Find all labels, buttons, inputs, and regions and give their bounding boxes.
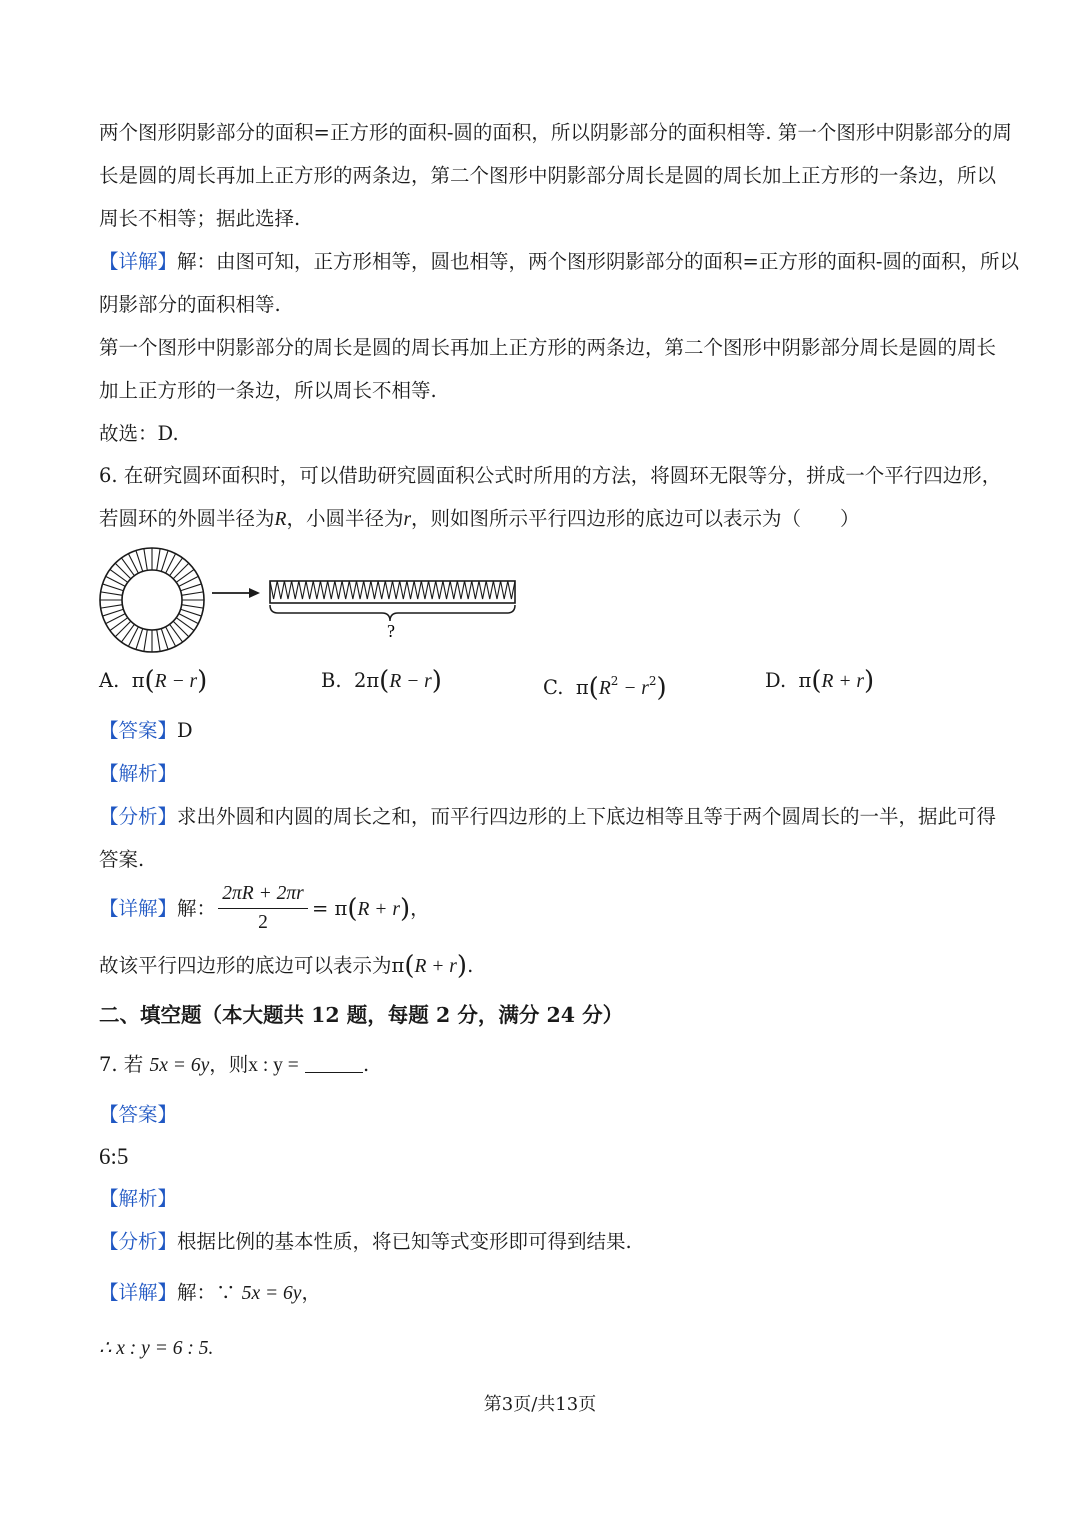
fraction-rhs: = π(R + r)， — [312, 894, 430, 924]
option-a: A. π(R − r) — [99, 666, 208, 696]
analysis-line: 【分析】求出外圆和内圆的周长之和，而平行四边形的上下底边相等且等于两个圆周长的一半，据此可得 — [99, 805, 997, 828]
answer-value: 6:5 — [99, 1144, 129, 1169]
text-line: 加上正方形的一条边，所以周长不相等. — [99, 379, 437, 402]
section-title: 二、填空题（本大题共 12 题，每题 2 分，满分 24 分） — [99, 1003, 624, 1027]
text-line: 阴影部分的面积相等. — [99, 293, 281, 316]
text-line: 长是圆的周长再加上正方形的两条边，第二个图形中阴影部分周长是圆的周长加上正方形的一条边，所以 — [99, 164, 997, 187]
therefore-line: ∴ x : y = 6 : 5. — [99, 1338, 214, 1359]
question-6-line-1: 6. 在研究圆环面积时，可以借助研究圆面积公式时所用的方法，将圆环无限等分，拼成一个平行四边形， — [99, 464, 1002, 487]
option-b: B. 2π(R − r) — [321, 666, 442, 696]
brace-icon — [270, 605, 515, 621]
analysis-line: 【分析】根据比例的基本性质，将已知等式变形即可得到结果. — [99, 1230, 632, 1253]
page-footer: 第3页/共13页 — [483, 1394, 597, 1415]
analysis-tag: 【解析】 — [99, 1187, 178, 1210]
annulus-ring — [100, 548, 204, 652]
arrow-icon — [212, 588, 260, 598]
detail-line: 【详解】解： — [99, 897, 217, 920]
question-7-line: 7. 若 5x = 6y，则x : y = . — [99, 1053, 370, 1076]
question-6-line-2: 若圆环的外圆半径为R，小圆半径为r，则如图所示平行四边形的底边可以表示为（ ） — [99, 507, 860, 530]
annulus-figure — [95, 545, 525, 655]
option-d: D. π(R + r) — [765, 666, 875, 696]
answer-blank — [305, 1054, 363, 1073]
text-line: 第一个图形中阴影部分的周长是圆的周长再加上正方形的两条边，第二个图形中阴影部分周长是圆的周长 — [99, 336, 997, 359]
figure-question-mark: ? — [387, 621, 395, 641]
text-line: 周长不相等；据此选择. — [99, 207, 301, 230]
detail-tag: 【详解】 — [99, 250, 178, 273]
fraction: 2πR + 2πr 2 — [218, 882, 308, 935]
answer-line: 【答案】D — [99, 719, 193, 742]
detail-line: 【详解】解：由图可知，正方形相等，圆也相等，两个图形阴影部分的面积=正方形的面积-圆的面积，所以 — [99, 250, 1019, 273]
analysis-tag: 【解析】 — [99, 762, 178, 785]
conclusion-line: 故该平行四边形的底边可以表示为π(R + r). — [99, 951, 474, 981]
parallelogram-strip — [270, 581, 515, 603]
option-c: C. $\pi(R^2 - r^2)$ — [543, 673, 667, 703]
detail-line: 【详解】解：∵ 5x = 6y， — [99, 1281, 321, 1304]
choice-line: 故选：D. — [99, 422, 179, 445]
text-line: 答案. — [99, 848, 145, 871]
text-line: 两个图形阴影部分的面积=正方形的面积-圆的面积，所以阴影部分的面积相等. 第一个图形中阴影部分的周 — [99, 121, 1012, 144]
answer-tag: 【答案】 — [99, 1103, 178, 1126]
